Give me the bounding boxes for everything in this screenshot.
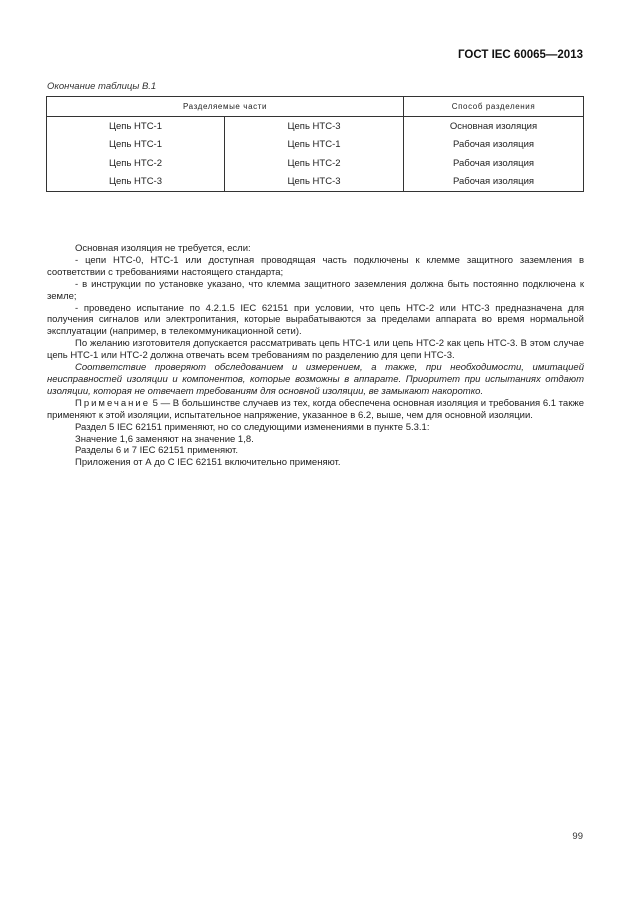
note-paragraph (47, 398, 584, 422)
table-cell: Рабочая изоляция (404, 136, 584, 155)
table-cell: Цепь НТС-1 (47, 117, 225, 136)
separation-table (46, 96, 584, 192)
table-cell: Рабочая изоляция (404, 173, 584, 192)
paragraph: Приложения от А до С IEC 62151 включительно применяют. (75, 457, 341, 469)
document-header: ГОСТ IEC 60065—2013 (458, 49, 583, 61)
paragraph: - цепи НТС-0, НТС-1 или доступная проводящая часть подключены к клемме защитного заземления в соответствии с требованиями настоящего стандарта; (47, 254, 584, 278)
table-cell: Основная изоляция (404, 117, 584, 136)
page-number: 99 (572, 831, 583, 842)
table-cell: Цепь НТС-1 (47, 136, 225, 155)
table-cell: Цепь НТС-3 (225, 117, 404, 136)
table-row (47, 136, 584, 155)
table-row (47, 117, 584, 136)
table-cell: Цепь НТС-3 (225, 173, 404, 192)
header-separated-parts: Разделяемые части (47, 97, 404, 117)
table-cell: Цепь НТС-3 (47, 173, 225, 192)
compliance-paragraph: Соответствие проверяют обследованием и измерением, а также, при необходимости, имитацией неисправностей изоляции и компонентов, которые возможны в аппарате. Приоритет при испытаниях отдают изоляции, которая не отвечает требованиям для основной изоляции, ве замыкают накоротко. (47, 362, 584, 397)
note-text: 5 — В большинстве случаев из тех, когда обеспечена основная изоляция и требования 6.1 также применяют к этой изоляции, испытательное напряжение, указанное в 6.2, выше, чем для основной изоляции. (47, 397, 584, 421)
body-text (47, 243, 584, 469)
table-cell: Цепь НТС-2 (47, 154, 225, 173)
paragraph: Раздел 5 IEC 62151 применяют, но со следующими изменениями в пункте 5.3.1: (75, 421, 430, 433)
paragraph: По желанию изготовителя допускается рассматривать цепь НТС-1 или цепь НТС-2 как цепь НТС-3. В этом случае цепь НТС-1 или НТС-2 должна отвечать всем требованиям по разделению для цепи НТС-3. (47, 338, 584, 362)
paragraph: Основная изоляция не требуется, если: (75, 243, 251, 254)
paragraph: Значение 1,6 заменяют на значение 1,8. (75, 433, 254, 445)
paragraph: - в инструкции по установке указано, что клемма защитного заземления должна быть постоянно подключена к земле; (47, 278, 584, 302)
table-row (47, 154, 584, 173)
table-cell: Цепь НТС-1 (225, 136, 404, 155)
header-separation-method: Способ разделения (404, 97, 584, 117)
table-cell: Рабочая изоляция (404, 154, 584, 173)
table-header-row (47, 97, 584, 117)
table-row (47, 173, 584, 192)
table-cell: Цепь НТС-2 (225, 154, 404, 173)
paragraph: Разделы 6 и 7 IEC 62151 применяют. (75, 445, 238, 457)
paragraph: - проведено испытание по 4.2.1.5 IEC 62151 при условии, что цепь НТС-2 или НТС-3 предназначена для получения сигналов или электропитания, которые вырабатываются за пределами аппарата во время нормальной эксплуатации (например, в телекоммуникационной сети). (47, 302, 584, 338)
note-label: Примечание (75, 397, 150, 409)
table-caption: Окончание таблицы В.1 (47, 81, 157, 92)
